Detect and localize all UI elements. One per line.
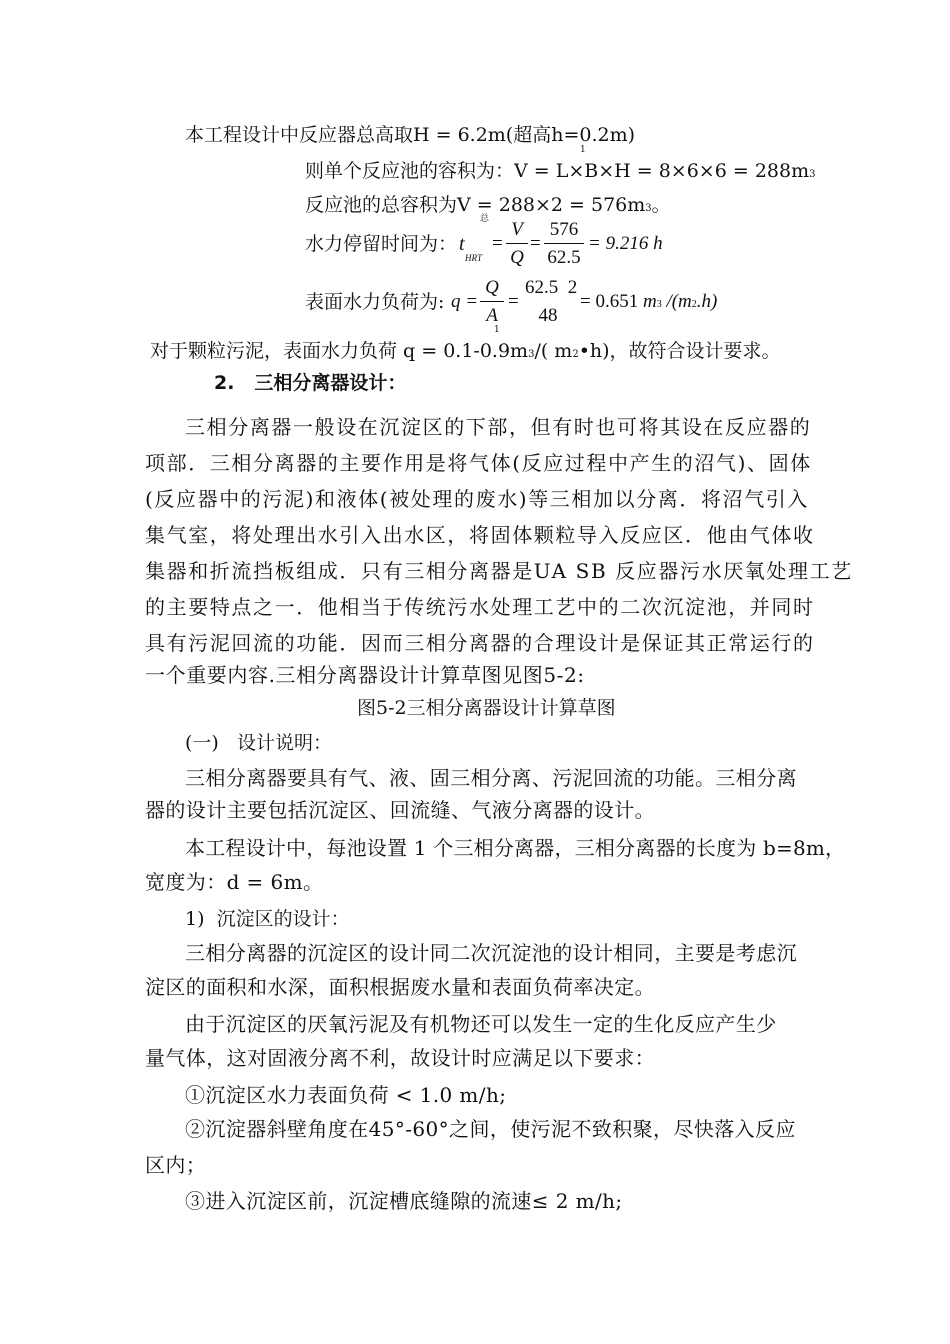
total-volume-subscript: 总: [480, 214, 490, 224]
load-fraction-bar-1: [480, 301, 504, 302]
load-unit-sup2: 2: [691, 299, 697, 310]
hrt-label: 水力停留时间为：: [305, 233, 458, 255]
granular-line: [150, 339, 781, 367]
granular-sup2: 2: [572, 349, 579, 360]
granular-text: 对于颗粒污泥，表面水力负荷 q = 0.1-0.9m: [150, 340, 529, 362]
total-height-subscript: 1: [580, 145, 586, 155]
granular-sup: 3: [528, 349, 535, 360]
load-unit-end: .h): [696, 291, 718, 312]
requirement-item: ③进入沉淀区前，沉淀槽底缝隙的流速≤ 2 m/h;: [185, 1189, 623, 1213]
design-notes-heading: (一) 设计说明：: [185, 732, 332, 754]
paragraph-line: 具有污泥回流的功能．因而三相分离器的合理设计是保证其正常运行的: [145, 631, 815, 655]
load-denominator-a: A: [486, 305, 498, 326]
single-volume-line: [305, 159, 815, 187]
requirement-item: ①沉淀区水力表面负荷 < 1.0 m/h;: [185, 1083, 507, 1107]
figure-caption: 图5-2三相分离器设计计算草图: [357, 697, 616, 719]
total-volume-text: 反应池的总容积为V: [305, 194, 471, 216]
total-volume-sup: 3: [645, 203, 652, 214]
hrt-subscript: HRT: [465, 253, 483, 263]
load-eq: =: [508, 291, 519, 312]
section-number: 2.: [214, 372, 235, 394]
hrt-fraction-bar-1: [506, 243, 528, 244]
hrt-denominator-q: Q: [510, 247, 524, 268]
design-size-line: 本工程设计中，每池设置 1 个三相分离器，三相分离器的长度为 b=8m，: [185, 836, 846, 860]
total-height-tail: =0.2m): [563, 124, 636, 146]
settle-req-line: 量气体，这对固液分离不利，故设计时应满足以下要求：: [145, 1046, 655, 1070]
settle-req-line: 由于沉淀区的厌氧污泥及有机物还可以发生一定的生化反应产生少: [185, 1012, 777, 1036]
hrt-eq2: =: [530, 233, 541, 254]
paragraph-line: 一个重要内容.三相分离器设计计算草图见图5-2:: [145, 663, 585, 687]
design-desc-line: 三相分离器要具有气、液、固三相分离、污泥回流的功能。三相分离: [185, 766, 797, 790]
settle-desc-line: 三相分离器的沉淀区的设计同二次沉淀池的设计相同，主要是考虑沉: [185, 941, 797, 965]
hrt-fraction-bar-2: [544, 243, 584, 244]
total-height-line: [185, 123, 635, 147]
hrt-eq1: =: [492, 233, 503, 254]
paragraph-line: 的主要特点之一．他相当于传统污水处理工艺中的二次沉淀池，并同时: [145, 595, 815, 619]
hrt-result: = 9.216 h: [588, 233, 663, 254]
settling-zone-heading: 1) 沉淀区的设计：: [185, 908, 350, 930]
design-desc-line: 器的设计主要包括沉淀区、回流缝、气液分离器的设计。: [145, 798, 655, 822]
total-height-text: 本工程设计中反应器总高取H = 6.2m(超高h: [185, 124, 564, 146]
single-volume-sup: 3: [809, 169, 816, 180]
load-numerator: 62.5 2: [525, 277, 578, 298]
paragraph-line: 三相分离器一般设在沉淀区的下部，但有时也可将其设在反应器的: [185, 415, 812, 439]
load-a-subscript: 1: [494, 325, 500, 335]
paragraph-line: 集器和折流挡板组成．只有三相分离器是UA SB 反应器污水厌氧处理工艺: [145, 559, 853, 583]
load-denominator: 48: [538, 305, 558, 326]
load-unit-sup: 3: [656, 299, 662, 310]
settle-desc-line: 淀区的面积和水深，面积根据废水量和表面负荷率决定。: [145, 975, 655, 999]
load-result-value: = 0.651: [580, 291, 639, 312]
load-unit-m: m: [642, 291, 657, 312]
hrt-t: t: [459, 233, 465, 255]
design-size-line: 宽度为：d = 6m。: [145, 870, 324, 894]
load-label: 表面水力负荷为:: [305, 291, 445, 313]
paragraph-line: 项部．三相分离器的主要作用是将气体(反应过程中产生的沼气)、固体: [145, 451, 812, 475]
granular-tail: •h)，故符合设计要求。: [578, 340, 781, 362]
load-unit-tail: /(m: [666, 291, 692, 312]
requirement-item: ②沉淀器斜壁角度在45°-60°之间，使污泥不致积聚，尽快落入反应: [185, 1117, 796, 1141]
hrt-numerator: 576: [549, 219, 579, 240]
single-volume-text: 则单个反应池的容积为：V = L×B×H = 8×6×6 = 288m: [305, 160, 810, 182]
paragraph-line: (反应器中的污泥)和液体(被处理的废水)等三相加以分离．将沼气引入: [145, 487, 810, 511]
hrt-denominator: 62.5: [547, 247, 581, 268]
total-volume-tail: = 288×2 = 576m: [470, 194, 646, 216]
requirement-item-continuation: 区内；: [145, 1153, 207, 1177]
load-q: q =: [451, 291, 479, 312]
paragraph-line: 集气室，将处理出水引入出水区，将固体颗粒导入反应区．他由气体收: [145, 523, 815, 547]
hrt-numerator-v: V: [511, 219, 523, 240]
total-volume-end: 。: [651, 194, 671, 216]
load-numerator-q: Q: [485, 277, 499, 298]
load-result: [580, 291, 717, 316]
section-title: 三相分离器设计：: [254, 372, 407, 394]
section-heading: [214, 371, 406, 395]
granular-mid: /( m: [534, 340, 573, 362]
